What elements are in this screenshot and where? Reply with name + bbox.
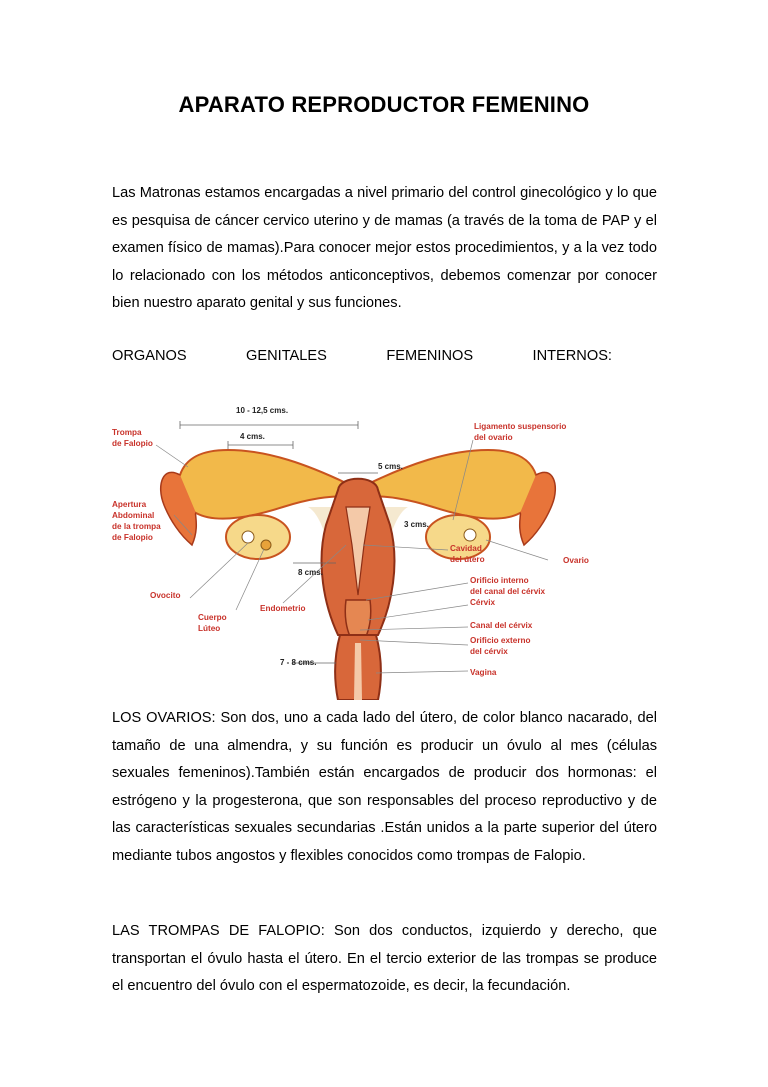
label-measure-cavity: 3 cms. [404,520,429,529]
section-heading [112,348,612,364]
label-cuerpo-1: Cuerpo [198,613,227,622]
left-oocyte [242,531,254,543]
heading-word-2: GENITALES [246,348,327,364]
left-ovary [226,515,290,559]
label-vagina: Vagina [470,668,497,677]
label-measure-tube: 4 cms. [240,432,265,441]
label-canal: Canal del cérvix [470,621,533,630]
vaginal-canal [354,643,362,700]
label-apertura-3: de la trompa [112,522,161,531]
label-orificio-ext-2: del cérvix [470,647,508,656]
heading-word-3: FEMENINOS [386,348,474,364]
label-measure-top: 10 - 12,5 cms. [236,406,289,415]
heading-word-4: INTERNOS: [532,348,612,364]
label-measure-uterus: 8 cms. [298,568,323,577]
trompas-paragraph: LAS TROMPAS DE FALOPIO: Son dos conductos, izquierdo y derecho, que transportan el óvulo hasta el útero. En el tercio exterior de las trompas se produce el encuentro del óvulo con el espermatozoide, es decir, la fecundación. [112,923,657,995]
label-apertura-2: Abdominal [112,511,155,520]
anatomy-diagram [108,395,608,700]
label-trompa-2: de Falopio [112,439,153,448]
heading-word-1: ORGANOS [112,348,187,364]
label-cavidad-1: Cavidad [450,544,482,553]
right-oocyte [464,529,476,541]
label-measure-fundus: 5 cms. [378,462,403,471]
label-apertura-1: Apertura [112,500,147,509]
label-cuerpo-2: Lúteo [198,624,221,633]
page-title: APARATO REPRODUCTOR FEMENINO [178,92,590,117]
label-endometrio: Endometrio [260,604,306,613]
label-ligamento-2: del ovario [474,433,513,442]
label-apertura-4: de Falopio [112,533,153,542]
intro-paragraph: Las Matronas estamos encargadas a nivel primario del control ginecológico y lo que es pesquisa de cáncer cervico uterino y de mamas (a través de la toma de PAP y el examen físico de mamas).Para conocer mejor estos procedimientos, y a la vez todo lo relacionado con los métodos anticonceptivos, debemos comenzar por conocer bien nuestro aparato genital y sus funciones. [112,185,657,312]
label-ovocito: Ovocito [150,591,181,600]
label-cervix: Cérvix [470,598,496,607]
left-corpus-luteum [261,540,271,550]
label-orificio-int-1: Orificio interno [470,576,529,585]
label-trompa-1: Trompa [112,428,142,437]
label-cavidad-2: del útero [450,555,485,564]
label-orificio-ext-1: Orificio externo [470,636,531,645]
label-orificio-int-2: del canal del cérvix [470,587,546,596]
ovarios-paragraph: LOS OVARIOS: Son dos, uno a cada lado del útero, de color blanco nacarado, del tamaño de una almendra, y su función es producir un óvulo al mes (células sexuales femeninos).También están encargados de producir dos hormonas: el estrógeno y la progesterona, que son responsables del proceso reproductivo y de las características sexuales secundarias .Están unidos a la parte superior del útero mediante tubos angostos y flexibles conocidos como trompas de Falopio. [112,710,657,864]
label-ovario: Ovario [563,556,589,565]
label-measure-vagina: 7 - 8 cms. [280,658,317,667]
label-ligamento-1: Ligamento suspensorio [474,422,567,431]
